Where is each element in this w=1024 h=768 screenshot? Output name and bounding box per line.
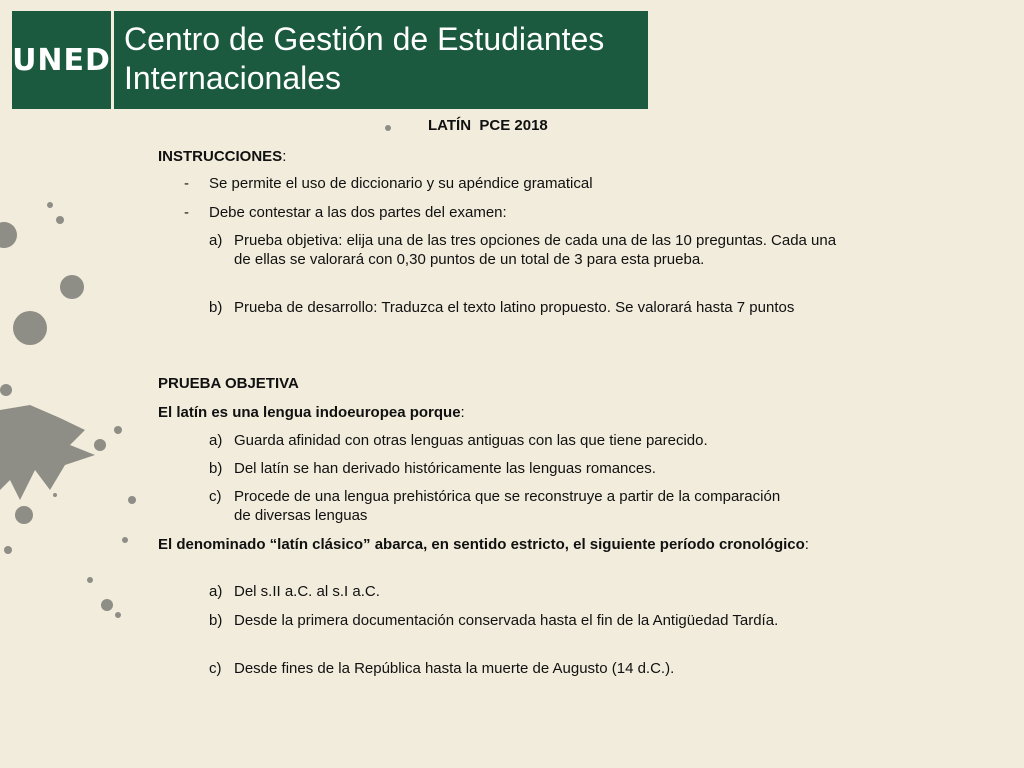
option-text: Procede de una lengua prehistórica que se reconstruye a partir de la comparación de diversas lenguas bbox=[234, 488, 781, 524]
option-text: Desde fines de la República hasta la muerte de Augusto (14 d.C.). bbox=[234, 660, 675, 677]
option-marker: a) bbox=[209, 583, 223, 600]
option-marker: a) bbox=[209, 432, 223, 449]
option-marker: b) bbox=[209, 460, 223, 477]
header-title bbox=[124, 20, 644, 98]
instructions-heading-line: INSTRUCCIONES: bbox=[158, 148, 287, 165]
header-title-line-1: Centro de Gestión de Estudiantes bbox=[124, 21, 605, 57]
instruction-item: Debe contestar a las dos partes del examen: bbox=[209, 204, 507, 221]
option-marker: c) bbox=[209, 488, 222, 505]
question-prompt: El latín es una lengua indoeuropea porque: bbox=[158, 404, 465, 421]
section-heading: PRUEBA OBJETIVA bbox=[158, 375, 299, 392]
option-text: Desde la primera documentación conservada hasta el fin de la Antigüedad Tardía. bbox=[234, 612, 779, 629]
logo-text: UNED bbox=[12, 42, 111, 78]
instructions-heading: INSTRUCCIONES bbox=[158, 148, 283, 165]
option-text: Del latín se han derivado históricamente las lenguas romances. bbox=[234, 460, 656, 477]
part-marker: a) bbox=[209, 232, 223, 249]
uned-logo bbox=[12, 11, 114, 109]
part-text: Prueba de desarrollo: Traduzca el texto latino propuesto. Se valorará hasta 7 puntos bbox=[234, 299, 795, 316]
question-prompt: El denominado “latín clásico” abarca, en sentido estricto, el siguiente período cronológico: bbox=[158, 536, 809, 553]
option-text: Del s.II a.C. al s.I a.C. bbox=[234, 583, 380, 600]
header-banner bbox=[12, 11, 648, 109]
part-marker: b) bbox=[209, 299, 223, 316]
instruction-bullet: - bbox=[184, 175, 189, 192]
option-marker: c) bbox=[209, 660, 222, 677]
question-2-prompt: El denominado “latín clásico” abarca, en sentido estricto, el siguiente período cronológico bbox=[158, 536, 805, 553]
document-title: LATÍN PCE 2018 bbox=[428, 117, 548, 134]
header-title-line-2: Internacionales bbox=[124, 60, 342, 96]
question-1-prompt: El latín es una lengua indoeuropea porque bbox=[158, 404, 461, 421]
instruction-bullet: - bbox=[184, 204, 189, 221]
option-marker: b) bbox=[209, 612, 223, 629]
option-text: Guarda afinidad con otras lenguas antiguas con las que tiene parecido. bbox=[234, 432, 708, 449]
instruction-item: Se permite el uso de diccionario y su apéndice gramatical bbox=[209, 175, 593, 192]
part-text: Prueba objetiva: elija una de las tres opciones de cada una de las 10 preguntas. Cada una de ellas se valorará con 0,30 puntos de un total de 3 para esta prueba. bbox=[234, 232, 837, 268]
